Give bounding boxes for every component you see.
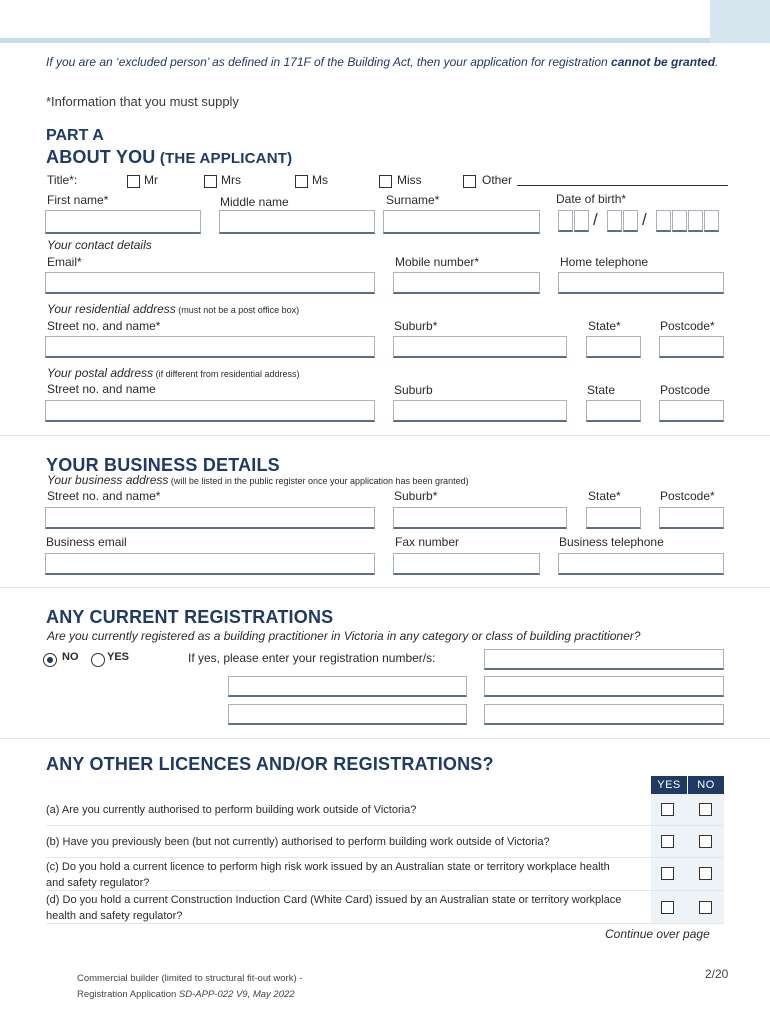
- reg-number-field-4[interactable]: [228, 704, 467, 725]
- business-email-field[interactable]: [45, 553, 375, 575]
- business-telephone-field[interactable]: [558, 553, 724, 575]
- question-row: [46, 826, 724, 858]
- reg-number-field-5[interactable]: [484, 704, 724, 725]
- bus-street-field[interactable]: [45, 507, 375, 529]
- home-telephone-field[interactable]: [558, 272, 724, 294]
- surname-label: Surname*: [386, 193, 440, 207]
- business-address-heading: [47, 473, 469, 487]
- res-state-label: State*: [588, 319, 621, 333]
- business-email-label: Business email: [46, 535, 127, 549]
- question-c-text: (c) Do you hold a current licence to perform high risk work issued by an Australian state or territory workplace health and safety regulator?: [46, 861, 610, 889]
- bus-state-field[interactable]: [586, 507, 641, 529]
- dob-year-digit-2[interactable]: [672, 210, 687, 232]
- notice-text: If you are an ‘excluded person’ as defined in 171F of the Building Act, then your application for registration: [46, 55, 612, 69]
- question-c-yes-checkbox[interactable]: [661, 867, 674, 880]
- reg-number-prompt: If yes, please enter your registration number/s:: [188, 651, 436, 665]
- postal-heading-text: Your postal address: [47, 366, 154, 380]
- bus-postcode-label: Postcode*: [660, 489, 715, 503]
- notice-bold-text: cannot be granted: [611, 55, 716, 69]
- title-other-label: Other: [482, 173, 513, 187]
- dob-year-digit-3[interactable]: [688, 210, 703, 232]
- email-label: Email*: [47, 255, 82, 269]
- dob-separator: /: [642, 210, 647, 229]
- part-label: PART A: [46, 127, 104, 144]
- first-name-field[interactable]: [45, 210, 201, 234]
- continue-over-page: Continue over page: [605, 927, 710, 941]
- postal-state-field[interactable]: [586, 400, 641, 422]
- header-corner-block: [710, 0, 770, 43]
- bus-state-label: State*: [588, 489, 621, 503]
- postal-street-field[interactable]: [45, 400, 375, 422]
- bus-street-label: Street no. and name*: [47, 489, 161, 503]
- fax-field[interactable]: [393, 553, 540, 575]
- footer-form-title: Commercial builder (limited to structural fit-out work) -: [77, 973, 303, 984]
- res-street-label: Street no. and name*: [47, 319, 161, 333]
- section-heading-about-you: [46, 147, 292, 168]
- middle-name-field[interactable]: [219, 210, 375, 234]
- question-row: [46, 858, 724, 891]
- dob-month-digit-1[interactable]: [607, 210, 622, 232]
- business-address-note: (will be listed in the public register once your application has been granted): [168, 476, 469, 486]
- reg-number-field-3[interactable]: [484, 676, 724, 697]
- title-other-checkbox[interactable]: [463, 175, 476, 188]
- section-heading-current-registrations: ANY CURRENT REGISTRATIONS: [46, 607, 334, 627]
- middle-name-label: Middle name: [220, 195, 289, 209]
- res-postcode-field[interactable]: [659, 336, 724, 358]
- page-number: 2/20: [705, 967, 729, 981]
- reg-no-radio[interactable]: [43, 653, 57, 667]
- bus-postcode-field[interactable]: [659, 507, 724, 529]
- email-field[interactable]: [45, 272, 375, 294]
- postal-suburb-field[interactable]: [393, 400, 567, 422]
- postal-street-label: Street no. and name: [47, 382, 156, 396]
- title-other-input[interactable]: [517, 185, 728, 186]
- question-a-text: (a) Are you currently authorised to perform building work outside of Victoria?: [46, 804, 417, 816]
- footer-form-code: [77, 989, 295, 1000]
- fax-label: Fax number: [395, 535, 460, 549]
- first-name-label: First name*: [47, 193, 109, 207]
- residential-address-heading: [47, 302, 299, 316]
- home-telephone-label: Home telephone: [560, 255, 649, 269]
- surname-field[interactable]: [383, 210, 540, 234]
- dob-day-digit-2[interactable]: [574, 210, 589, 232]
- postal-address-heading: [47, 366, 299, 380]
- postal-postcode-label: Postcode: [660, 383, 711, 397]
- reg-yes-label: YES: [107, 651, 130, 663]
- reg-number-field-1[interactable]: [484, 649, 724, 670]
- contact-details-heading: Your contact details: [47, 238, 152, 252]
- title-ms-label: Ms: [312, 173, 328, 187]
- required-note: *Information that you must supply: [46, 94, 239, 109]
- title-ms-checkbox[interactable]: [295, 175, 308, 188]
- res-street-field[interactable]: [45, 336, 375, 358]
- question-b-text: (b) Have you previously been (but not currently) authorised to perform building work outside of Victoria?: [46, 836, 550, 848]
- postal-suburb-label: Suburb: [394, 383, 433, 397]
- question-row: [46, 794, 724, 826]
- excluded-person-notice: [46, 54, 736, 70]
- question-a-no-checkbox[interactable]: [699, 803, 712, 816]
- bus-suburb-label: Suburb*: [394, 489, 438, 503]
- notice-end: .: [715, 55, 719, 69]
- section-heading-business: YOUR BUSINESS DETAILS: [46, 455, 280, 475]
- res-suburb-label: Suburb*: [394, 319, 438, 333]
- question-a-yes-checkbox[interactable]: [661, 803, 674, 816]
- current-reg-question: Are you currently registered as a building practitioner in Victoria in any category or class of building practitioner?: [47, 629, 641, 643]
- question-b-yes-checkbox[interactable]: [661, 835, 674, 848]
- postal-note: (if different from residential address): [153, 369, 300, 379]
- heading-sub: (THE APPLICANT): [155, 150, 293, 167]
- yes-column-header: YES: [651, 776, 687, 794]
- title-label: Title*:: [47, 173, 78, 187]
- footer-code-version: SD-APP-022 V9, May 2022: [178, 989, 295, 1000]
- question-d-yes-checkbox[interactable]: [661, 901, 674, 914]
- reg-yes-radio[interactable]: [91, 653, 105, 667]
- dob-year-digit-4[interactable]: [704, 210, 719, 232]
- title-miss-checkbox[interactable]: [379, 175, 392, 188]
- postal-state-label: State: [587, 383, 616, 397]
- question-d-no-checkbox[interactable]: [699, 901, 712, 914]
- question-c-no-checkbox[interactable]: [699, 867, 712, 880]
- mobile-label: Mobile number*: [395, 255, 480, 269]
- no-column-header: NO: [688, 776, 724, 794]
- dob-label: Date of birth*: [556, 192, 627, 206]
- business-telephone-label: Business telephone: [559, 535, 664, 549]
- title-mr-label: Mr: [144, 173, 158, 187]
- section-heading-other-licences: ANY OTHER LICENCES AND/OR REGISTRATIONS?: [46, 754, 494, 774]
- dob-day-digit-1[interactable]: [558, 210, 573, 232]
- title-mr-checkbox[interactable]: [127, 175, 140, 188]
- reg-no-label: NO: [62, 651, 79, 663]
- section-divider: [0, 738, 770, 739]
- heading-main: ABOUT YOU: [46, 147, 156, 167]
- title-miss-label: Miss: [397, 173, 422, 187]
- postal-postcode-field[interactable]: [659, 400, 724, 422]
- mobile-field[interactable]: [393, 272, 540, 294]
- dob-month-digit-2[interactable]: [623, 210, 638, 232]
- title-mrs-checkbox[interactable]: [204, 175, 217, 188]
- residential-heading-text: Your residential address: [47, 302, 176, 316]
- business-heading-text: Your business address: [47, 473, 169, 487]
- res-state-field[interactable]: [586, 336, 641, 358]
- bus-suburb-field[interactable]: [393, 507, 567, 529]
- dob-separator: /: [593, 210, 598, 229]
- header-bar: [0, 38, 712, 43]
- section-divider: [0, 587, 770, 588]
- res-postcode-label: Postcode*: [660, 319, 715, 333]
- reg-number-field-2[interactable]: [228, 676, 467, 697]
- section-divider: [0, 435, 770, 436]
- dob-year-digit-1[interactable]: [656, 210, 671, 232]
- footer-code-prefix: Registration Application: [77, 989, 179, 1000]
- res-suburb-field[interactable]: [393, 336, 567, 358]
- question-d-text: (d) Do you hold a current Construction Induction Card (White Card) issued by an Australian state or territory workplace health and safety regulator?: [46, 894, 622, 922]
- residential-note: (must not be a post office box): [175, 305, 300, 315]
- question-b-no-checkbox[interactable]: [699, 835, 712, 848]
- question-row: [46, 891, 724, 924]
- title-mrs-label: Mrs: [221, 173, 241, 187]
